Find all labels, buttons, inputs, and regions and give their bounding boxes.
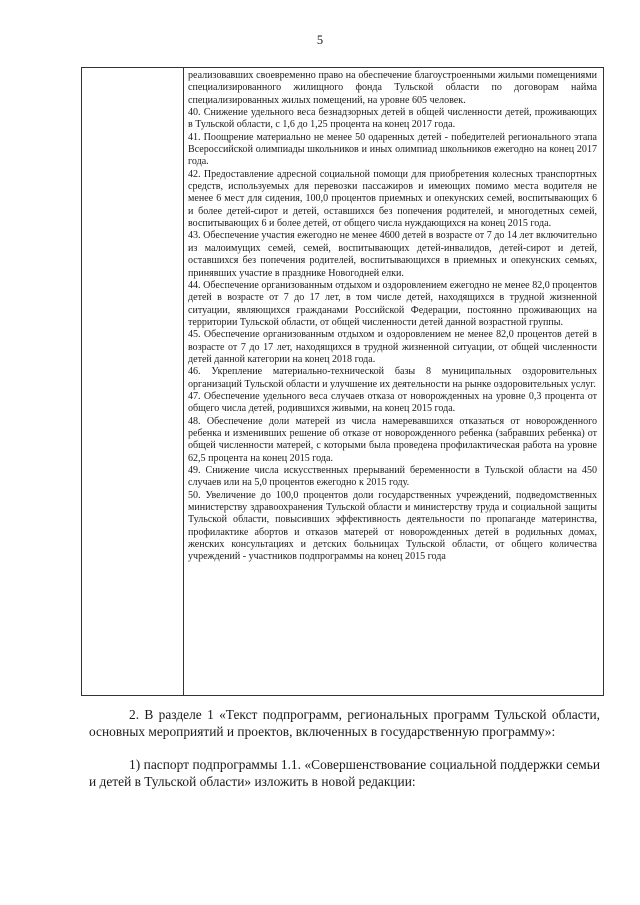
section-paragraph: 2. В разделе 1 «Текст подпрограмм, региональных программ Тульской области, основных мероприятий и проектов, включенных в государственную программу»: [89,707,600,739]
table-item: 47. Обеспечение удельного веса случаев отказа от новорожденных на уровне 0,3 процента от общего числа детей, родившихся живыми, на конец 2015 года. [188,390,597,415]
page-number: 5 [316,33,324,47]
table-item: 43. Обеспечение участия ежегодно не менее 4600 детей в возрасте от 7 до 14 лет включительно из малоимущих семей, семей, воспитывающих детей-инвалидов, детей-сирот и детей, оставшихся без попечения родителей, воспитывающихся в приемных и опекунских семьях, принявших участие в празднике Новогодней елки. [188,230,597,279]
table-item: 46. Укрепление материально-технической базы 8 муниципальных оздоровительных организаций Тульской области и улучшение их деятельности на рынке оздоровительных услуг. [188,366,597,390]
table-item: 41. Поощрение материально не менее 50 одаренных детей - победителей регионального этапа Всероссийской олимпиады школьников и иных олимпиад школьников ежегодно на конец 2017 года. [188,131,597,168]
passport-paragraph: 1) паспорт подпрограммы 1.1. «Совершенствование социальной поддержки семьи и детей в Тульской области» изложить в новой редакции: [89,757,600,789]
table-item: 49. Снижение числа искусственных прерываний беременности в Тульской области на 450 случаев или на 5,0 процентов ежегодно к 2015 году. [188,465,597,489]
table-right-column [184,68,603,695]
table-item: 42. Предоставление адресной социальной помощи для приобретения колесных транспортных средств, используемых для перевозки пассажиров и имеющих помимо места водителя не менее 6 мест для сидения, 100,0 процентов приемных и опекунских семей, воспитывающих 6 и более детей-сирот и детей, оставшихся без попечения родителей, и многодетных семей, воспитывающих 6 и более детей, от общего числа нуждающихся на конец 2015 года. [188,168,597,230]
table-item: 50. Увеличение до 100,0 процентов доли государственных учреждений, подведомственных министерству здравоохранения Тульской области и министерству труда и социальной защиты Тульской области, повысивших эффективность деятельности по пропаганде материнства, профилактике абортов и отказов матерей от новорожденных детей в родильных домах, женских консультациях и детских больницах Тульской области, от общего количества учреждений - участников подпрограммы на конец 2015 года [188,489,597,563]
table-item: 48. Обеспечение доли матерей из числа намеревавшихся отказаться от новорожденного ребенка и изменивших решение об отказе от новорожденного ребенка (забравших ребенка) от общей численности матерей, с которыми была проведена профилактическая работа на уровне 62,5 процента на конец 2015 года. [188,415,597,464]
table-item: 44. Обеспечение организованным отдыхом и оздоровлением ежегодно не менее 82,0 процентов детей в возрасте от 7 до 17 лет, в том числе детей, находящихся в трудной жизненной ситуации, являющихся гражданами Российской Федерации, постоянно проживающих на территории Тульской области, от общей численности детей данной возрастной группы. [188,279,597,328]
table-item: 45. Обеспечение организованным отдыхом и оздоровлением не менее 82,0 процентов детей в возрасте от 7 до 17 лет, находящихся в трудной жизненной ситуации, от общей численности детей данной категории на конец 2018 года. [188,329,597,365]
table-item: реализовавших своевременно право на обеспечение благоустроенными жилыми помещениями специализированного жилищного фонда Тульской области по договорам найма специализированных жилых помещений, на уровне 605 человек. [188,70,597,106]
table-left-column [82,68,184,695]
table-item: 40. Снижение удельного веса безнадзорных детей в общей численности детей, проживающих в Тульской области, с 1,6 до 1,25 процента на конец 2017 года. [188,107,597,131]
goals-table [81,67,604,696]
